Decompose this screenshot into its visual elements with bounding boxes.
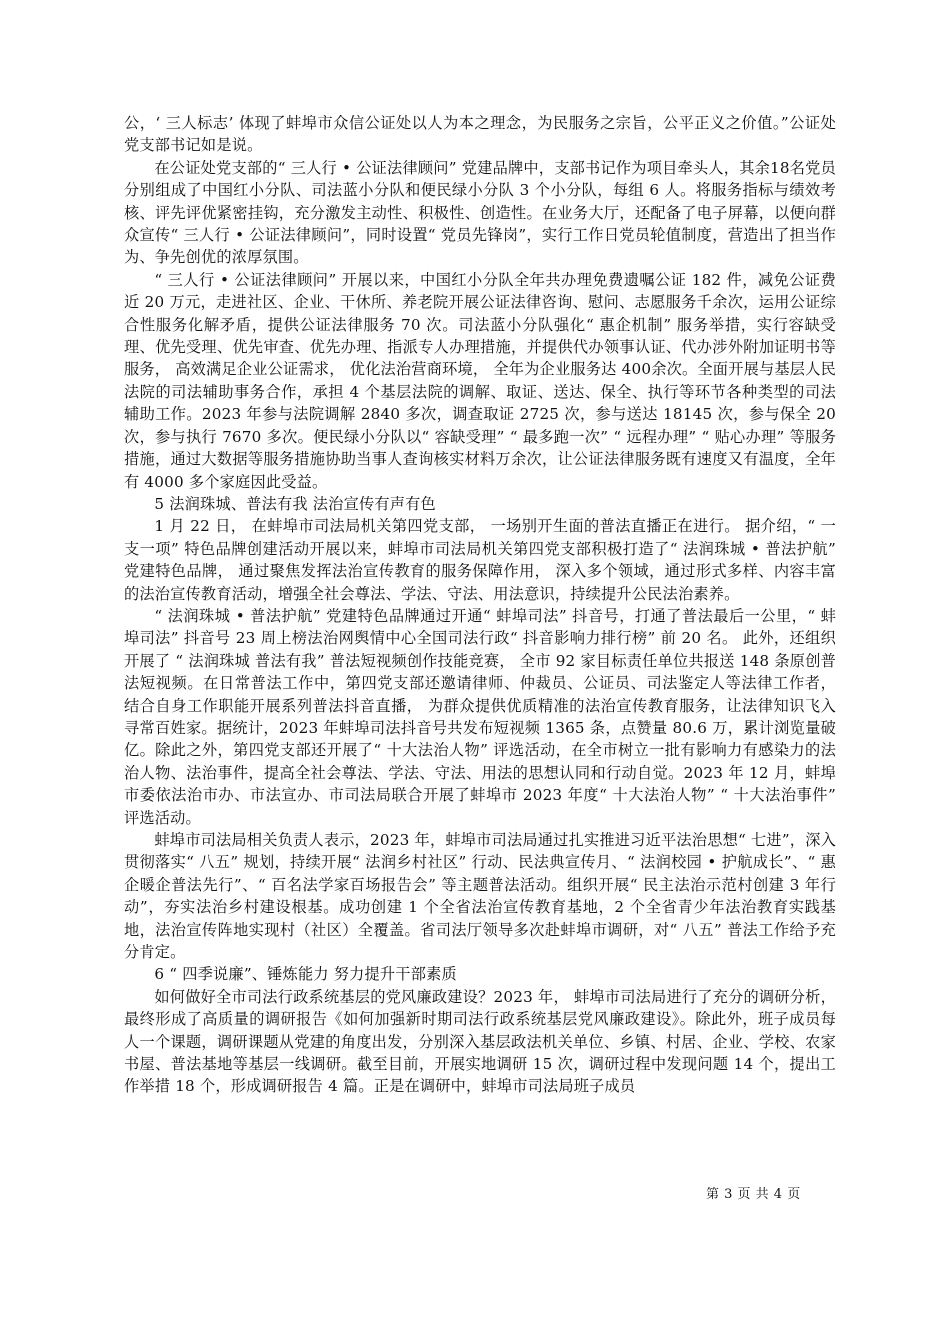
page-number: 第 3 页 共 4 页 xyxy=(706,1187,801,1202)
paragraph: 1 月 22 日， 在蚌埠市司法局机关第四党支部， 一场别开生面的普法直播正在进行。 据介绍，“ 一支一项” 特色品牌创建活动开展以来，蚌埠市司法局机关第四党支部积极打造了“ 法润珠城 • 普法护航” 党建特色品牌， 通过聚焦发挥法治宣传教育的服务保障作用， 深入多个领域，通过形式多样、内容丰富的法治宣传教育活动，增强全社会尊法、学法、守法、用法意识，持续提升公民法治素养。 xyxy=(124,517,836,603)
paragraph: 在公证处党支部的“ 三人行 • 公证法律顾问” 党建品牌中，支部书记作为项目牵头人，其余18名党员分别组成了中国红小分队、司法蓝小分队和便民绿小分队 3 个小分队，每组 6 人。将服务指标与绩效考核、评先评优紧密挂钩，充分激发主动性、积极性、创造性。在业务大厅，还配备了电子屏幕，以便向群众宣传“ 三人行 • 公证法律顾问”，同时设置“ 党员先锋岗”，实行工作日党员轮值制度，营造出了担当作为、争先创优的浓厚氛围。 xyxy=(124,158,836,267)
section-heading: 5 法润珠城、普法有我 法治宣传有声有色 xyxy=(154,494,436,513)
paragraph: “ 三人行 • 公证法律顾问” 开展以来，中国红小分队全年共办理免费遗嘱公证 182 件，减免公证费近 20 万元，走进社区、企业、干休所、养老院开展公证法律咨询、慰问、志愿服务千余次，运用公证综合性服务化解矛盾，提供公证法律服务 70 次。司法蓝小分队强化“ 惠企机制” 服务举措，实行容缺受理、优先受理、优先审查、优先办理、指派专人办理措施，并提供代办领事认证、代办涉外附加证明书等服务， 高效满足企业公证需求， 优化法治营商环境， 全年为企业服务达 400余次。全面开展与基层人民法院的司法辅助事务合作，承担 4 个基层法院的调解、取证、送达、保全、执行等环节各种类型的司法辅助工作。2023 年参与法院调解 2840 多次，调查取证 2725 次，参与送达 18145 次，参与保全 20 次，参与执行 7670 多次。便民绿小分队以“ 容缺受理” “ 最多跑一次” “ 远程办理” “ 贴心办理” 等服务措施，通过大数据等服务措施协助当事人查询核实材料万余次，让公证法律服务既有速度又有温度，全年有 4000 多个家庭因此受益。 xyxy=(124,270,836,491)
paragraph: “ 法润珠城 • 普法护航” 党建特色品牌通过开通“ 蚌埠司法” 抖音号，打通了普法最后一公里，“ 蚌埠司法” 抖音号 23 周上榜法治网舆情中心全国司法行政“ 抖音影响力排行榜” 前 20 名。 此外，还组织开展了 “ 法润珠城 普法有我” 普法短视频创作技能竞赛， 全市 92 家目标责任单位共报送 148 条原创普法短视频。在日常普法工作中，第四党支部还邀请律师、仲裁员、公证员、司法鉴定人等法律工作者， 结合自身工作职能开展系列普法抖音直播， 为群众提供优质精准的法治宣传教育服务，让法律知识飞入寻常百姓家。据统计，2023 年蚌埠司法抖音号共发布短视频 1365 条，点赞量 80.6 万，累计浏览量破亿。除此之外，第四党支部还开展了“ 十大法治人物” 评选活动，在全市树立一批有影响力有感染力的法治人物、法治事件，提高全社会尊法、学法、守法、用法的思想认同和行动自觉。2023 年 12 月，蚌埠市委依法治市办、市法宣办、市司法局联合开展了蚌埠市 2023 年度“ 十大法治人物” “ 十大法治事件” 评选活动。 xyxy=(124,606,836,827)
section-heading: 6 “ 四季说廉”、锤炼能力 努力提升干部素质 xyxy=(154,965,457,984)
paragraph-continuation: 公，‘ 三人标志’ 体现了蚌埠市众信公证处以人为本之理念，为民服务之宗旨，公平正义之价值。”公证处党支部书记如是说。 xyxy=(124,114,836,155)
body-text xyxy=(124,112,836,1098)
paragraph: 蚌埠市司法局相关负责人表示，2023 年，蚌埠市司法局通过扎实推进习近平法治思想“ 七进”，深入贯彻落实“ 八五” 规划，持续开展“ 法润乡村社区” 行动、民法典宣传月、“ 法润校园 • 护航成长”、“ 惠企暖企普法先行”、“ 百名法学家百场报告会” 等主题普法活动。组织开展“ 民主法治示范村创建 3 年行动”，夯实法治乡村建设根基。成功创建 1 个全省法治宣传教育基地，2 个全省青少年法治教育实践基地，法治宣传阵地实现村（社区）全覆盖。省司法厅领导多次赴蚌埠市调研，对“ 八五” 普法工作给予充分肯定。 xyxy=(124,831,836,962)
paragraph: 如何做好全市司法行政系统基层的党风廉政建设？2023 年， 蚌埠市司法局进行了充分的调研分析，最终形成了高质量的调研报告《如何加强新时期司法行政系统基层党风廉政建设》。除此外，班子成员每人一个课题，调研课题从党建的角度出发，分别深入基层政法机关单位、乡镇、村居、企业、学校、农家书屋、普法基地等基层一线调研。截至目前，开展实地调研 15 次，调研过程中发现问题 14 个，提出工作举措 18 个，形成调研报告 4 篇。正是在调研中，蚌埠市司法局班子成员 xyxy=(124,987,836,1096)
